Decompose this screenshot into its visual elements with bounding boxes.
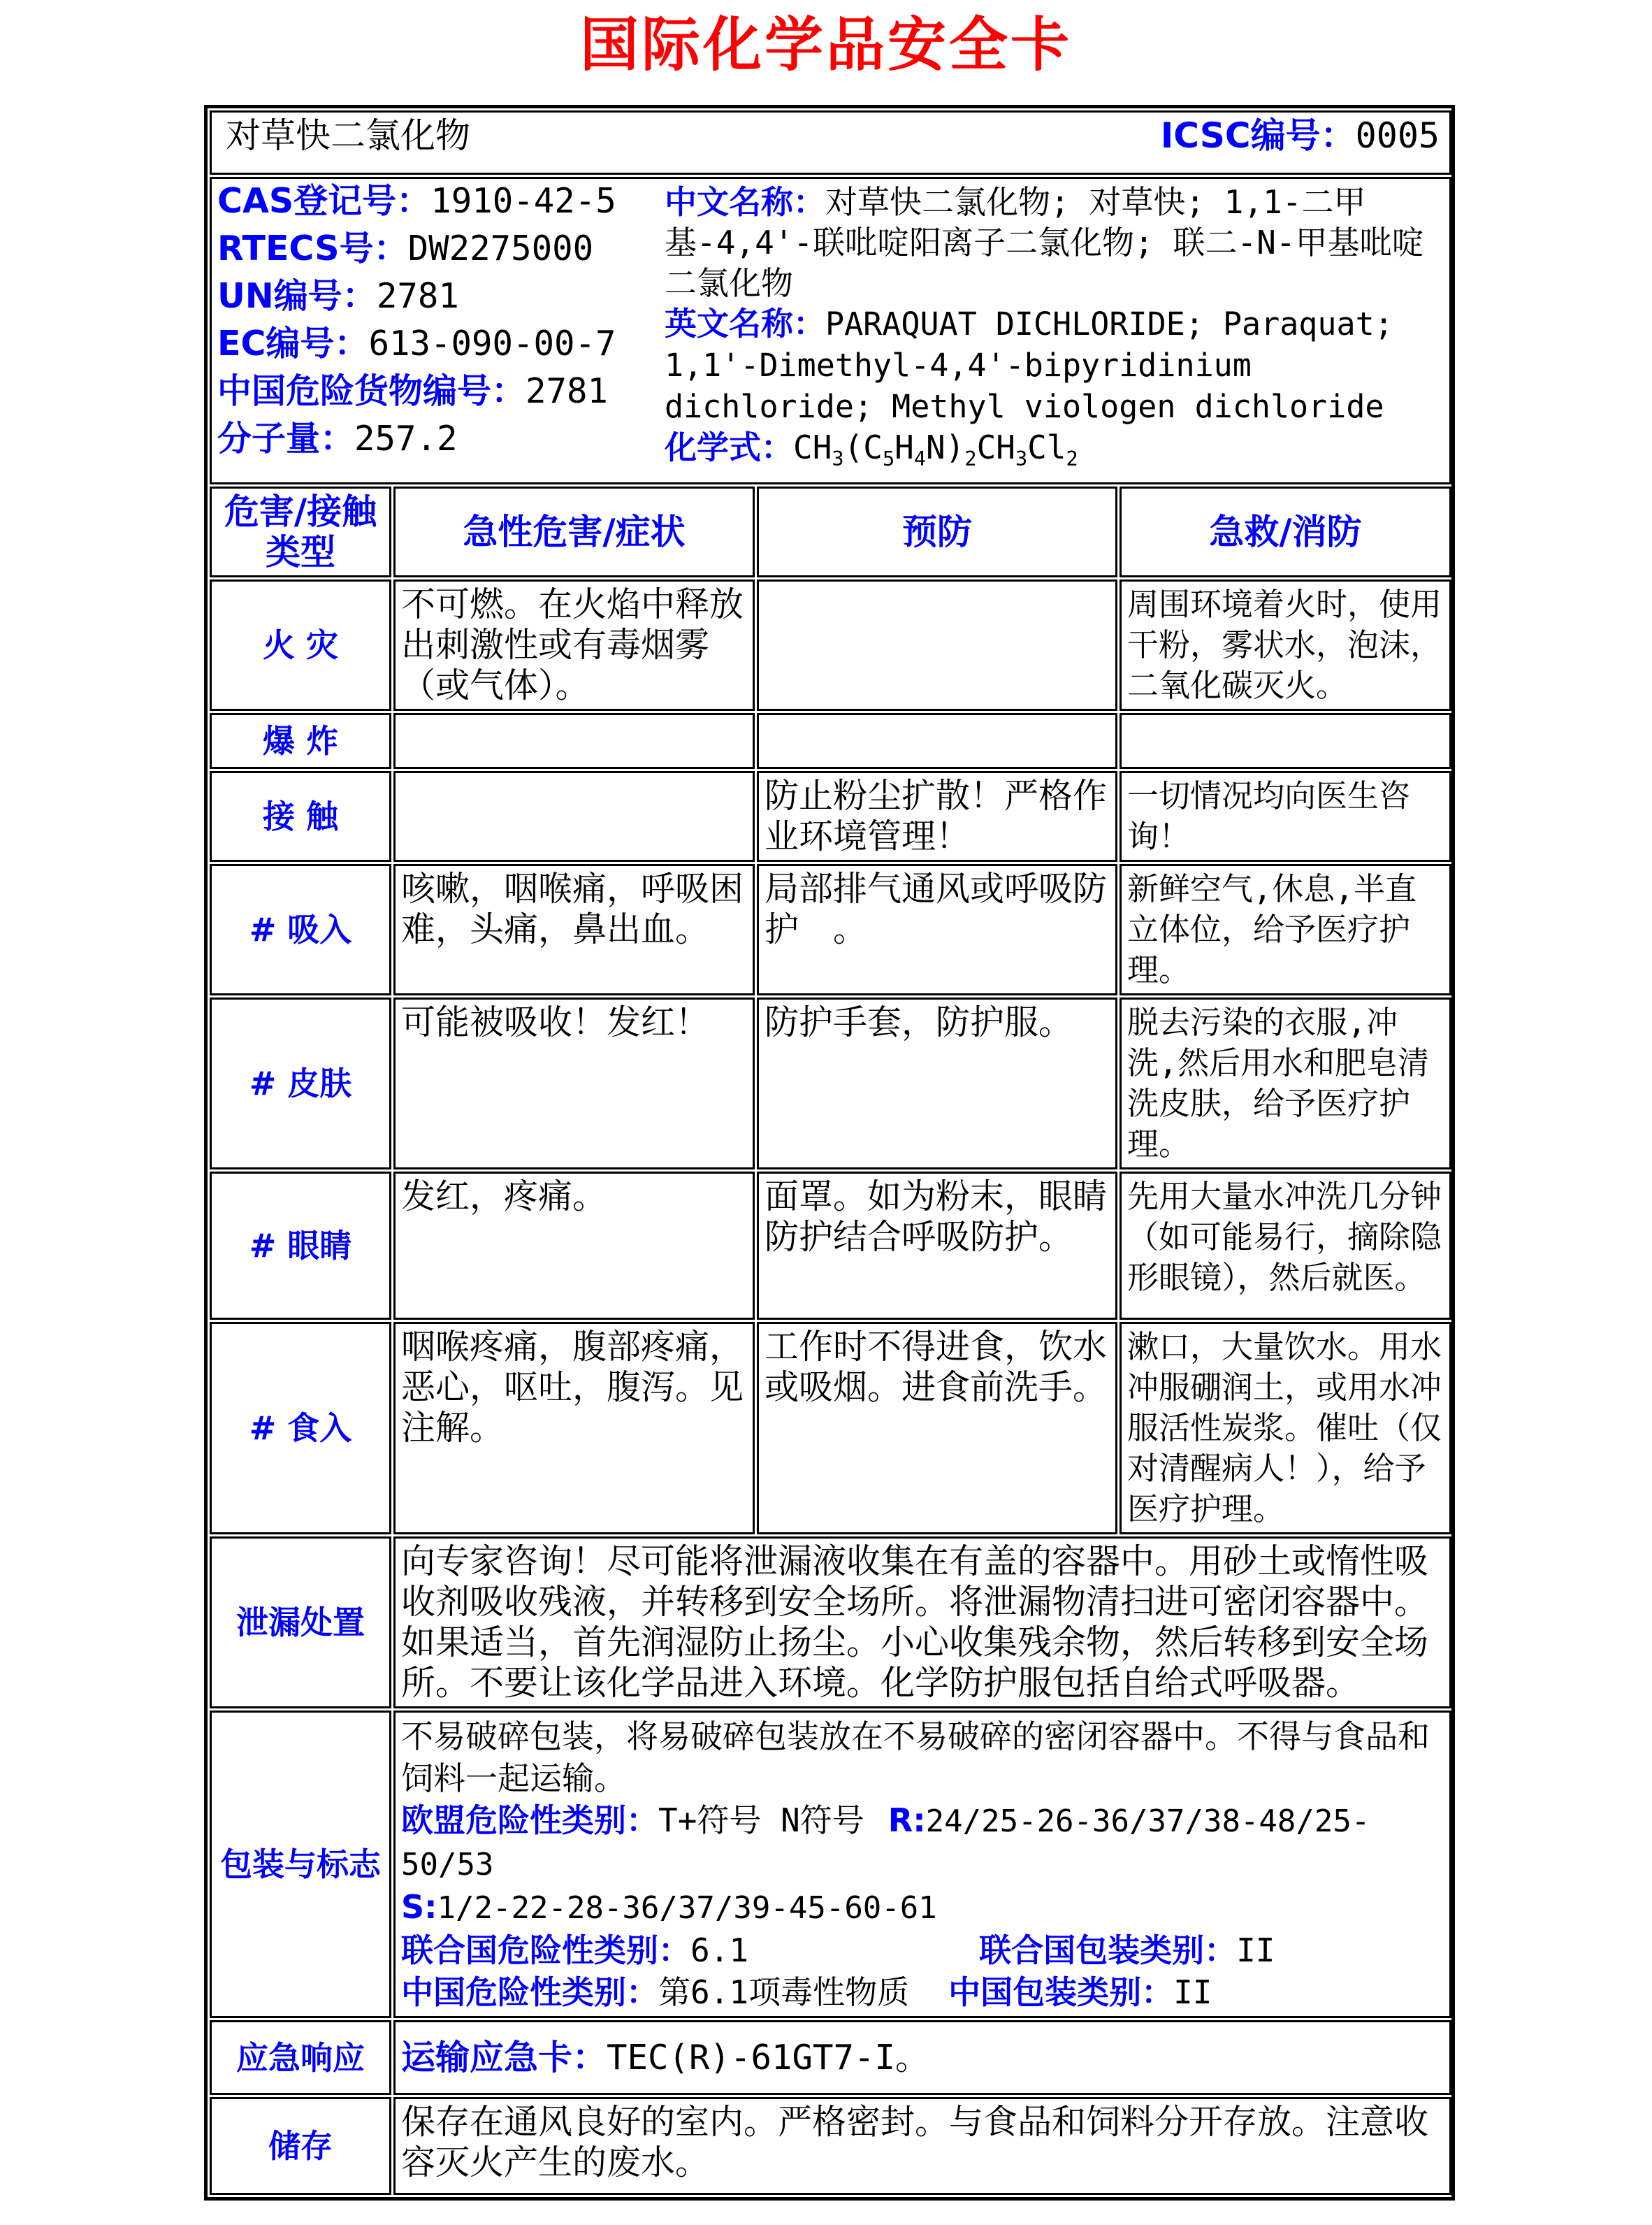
- table-row-eyes: [210, 1172, 1451, 1320]
- inhalation-prevention: 局部排气通风或呼吸防护 。: [757, 864, 1117, 995]
- icsc-card: [204, 105, 1455, 2201]
- icsc-number: [1161, 115, 1444, 156]
- eyes-symptoms: 发红，疼痛。: [393, 1172, 755, 1320]
- packaging-s-phrases: [401, 1886, 1444, 1929]
- exposure-symptoms: [393, 771, 755, 862]
- packaging-cn-class: [401, 1971, 1444, 2013]
- emergency-content: [393, 2020, 1451, 2095]
- row-label-inhalation: # 吸入: [210, 864, 391, 995]
- icsc-number-label: ICSC编号：: [1160, 115, 1356, 156]
- un-pack-value: II: [1236, 1931, 1275, 1970]
- table-row-ingestion: [210, 1322, 1451, 1534]
- explosion-symptoms: [393, 713, 755, 769]
- exposure-first-aid: 一切情况均向医生咨询！: [1120, 771, 1451, 862]
- eu-class-label: 欧盟危险性类别：: [401, 1801, 658, 1840]
- table-row-spillage: [210, 1536, 1451, 1708]
- ingestion-first-aid: 漱口，大量饮水。用水冲服硼润土，或用水冲服活性炭浆。催吐（仅对清醒病人！），给予医疗护理。: [1120, 1322, 1451, 1534]
- packaging-eu-class: [401, 1799, 1444, 1886]
- cn-pack-value: II: [1173, 1973, 1212, 2012]
- inhalation-first-aid: 新鲜空气,休息,半直立体位，给予医疗护理。: [1120, 864, 1451, 995]
- row-label-skin: # 皮肤: [210, 998, 391, 1169]
- explosion-prevention: [757, 713, 1117, 769]
- table-row-packaging: [210, 1711, 1451, 2018]
- exposure-prevention: 防止粉尘扩散！严格作业环境管理！: [757, 771, 1117, 862]
- storage-text: 保存在通风良好的室内。严格密封。与食品和饲料分开存放。注意收容灭火产生的废水。: [393, 2097, 1451, 2195]
- row-label-ingestion: # 食入: [210, 1322, 391, 1534]
- row-label-exposure: 接 触: [210, 771, 391, 862]
- header-prevention: 预防: [757, 487, 1117, 577]
- eyes-first-aid: 先用大量水冲洗几分钟（如可能易行，摘除隐形眼镜），然后就医。: [1120, 1172, 1451, 1320]
- row-label-emergency: 应急响应: [210, 2020, 391, 2095]
- eyes-prevention: 面罩。如为粉末，眼睛防护结合呼吸防护。: [757, 1172, 1117, 1320]
- substance-name: 对草快二氯化物: [226, 115, 470, 156]
- skin-prevention: 防护手套，防护服。: [757, 998, 1117, 1169]
- header-acute-hazards: 急性危害/症状: [393, 487, 755, 577]
- un-number: UN编号：2781: [217, 276, 459, 316]
- un-class-label: 联合国危险性类别：: [401, 1931, 690, 1970]
- cas-number: CAS登记号：1910-42-5: [217, 181, 616, 221]
- ingestion-prevention: 工作时不得进食，饮水或吸烟。进食前洗手。: [757, 1322, 1117, 1534]
- table-row-exposure: [210, 771, 1451, 862]
- row-label-packaging: 包装与标志: [210, 1711, 391, 2018]
- icsc-number-value: 0005: [1355, 115, 1440, 156]
- row-label-explosion: 爆 炸: [210, 713, 391, 769]
- fire-prevention: [757, 579, 1117, 711]
- table-row-skin: [210, 998, 1451, 1169]
- identification-cell: [210, 177, 1451, 484]
- cn-class-label: 中国危险性类别：: [401, 1973, 658, 2012]
- un-pack-label: 联合国包装类别：: [979, 1931, 1237, 1970]
- header-hazard-type: 危害/接触类型: [210, 487, 391, 577]
- cn-pack-label: 中国包装类别：: [948, 1973, 1174, 2012]
- row-label-fire: 火 灾: [210, 579, 391, 711]
- ec-number: EC编号：613-090-00-7: [217, 324, 616, 363]
- identification-row: [210, 177, 1451, 484]
- english-name: 英文名称：PARAQUAT DICHLORIDE; Paraquat; 1,1'-Dimethyl-4,4'-bipyridinium dichloride; Methyl viologen dichloride: [665, 305, 1393, 425]
- transport-card-label: 运输应急卡：: [401, 2037, 607, 2078]
- icsc-table: [208, 108, 1454, 2197]
- table-row-explosion: [210, 713, 1451, 769]
- chinese-name: 中文名称：对草快二氯化物; 对草快; 1,1-二甲基-4,4'-联吡啶阳离子二氯化物; 联二-N-甲基吡啶二氯化物: [665, 183, 1424, 302]
- eu-class-value: T+符号 N符号: [658, 1801, 864, 1840]
- rtecs-number: RTECS号：DW2275000: [217, 229, 594, 268]
- cn-class-value: 第6.1项毒性物质: [658, 1973, 910, 2012]
- inhalation-symptoms: 咳嗽，咽喉痛，呼吸困难，头痛，鼻出血。: [393, 864, 755, 995]
- identification-names: [665, 182, 1444, 480]
- spillage-text: 向专家咨询！尽可能将泄漏液收集在有盖的容器中。用砂土或惰性吸收剂吸收残液，并转移到安全场所。将泄漏物清扫进可密闭容器中。如果适当，首先润湿防止扬尘。小心收集残余物，然后转移到安全场所。不要让该化学品进入环境。化学防护服包括自给式呼吸器。: [393, 1536, 1451, 1708]
- ingestion-symptoms: 咽喉疼痛，腹部疼痛，恶心，呕吐，腹泻。见注解。: [393, 1322, 755, 1534]
- table-row-emergency: [210, 2020, 1451, 2095]
- packaging-content: [393, 1711, 1451, 2018]
- un-class-value: 6.1: [690, 1931, 749, 1970]
- skin-first-aid: 脱去污染的衣服,冲洗,然后用水和肥皂清洗皮肤，给予医疗护理。: [1120, 998, 1451, 1169]
- table-row-fire: [210, 579, 1451, 711]
- fire-symptoms: 不可燃。在火焰中释放出刺激性或有毒烟雾（或气体）。: [393, 579, 755, 711]
- substance-title-cell: [210, 110, 1451, 175]
- molecular-weight: 分子量：257.2: [217, 419, 458, 459]
- packaging-intro: 不易破碎包装，将易破碎包装放在不易破碎的密闭容器中。不得与食品和饲料一起运输。: [401, 1718, 1430, 1798]
- row-label-storage: 储存: [210, 2097, 391, 2195]
- identification-numbers: [217, 182, 665, 480]
- packaging-un-class: [401, 1929, 1444, 1971]
- table-row-inhalation: [210, 864, 1451, 995]
- page-title: 国际化学品安全卡: [579, 10, 1072, 79]
- china-dangerous-goods-number: 中国危险货物编号：2781: [217, 371, 609, 411]
- row-label-eyes: # 眼睛: [210, 1172, 391, 1320]
- chemical-formula: 化学式：$CH_3(C_5H_4N)_2CH_3Cl_2$: [665, 429, 1078, 471]
- table-row-storage: [210, 2097, 1451, 2195]
- r-phrases-value: 24/25-26-36/37/38-48/25-50/53: [401, 1803, 1370, 1883]
- row-label-spillage: 泄漏处置: [210, 1536, 391, 1708]
- r-phrases-label: R:: [887, 1801, 926, 1840]
- substance-title-row: [210, 110, 1451, 175]
- header-first-aid: 急救/消防: [1120, 487, 1451, 577]
- s-phrases-value: 1/2-22-28-36/37/39-45-60-61: [437, 1890, 937, 1927]
- hazard-header-row: [210, 487, 1451, 577]
- fire-first-aid: 周围环境着火时，使用干粉，雾状水，泡沫，二氧化碳灭火。: [1120, 579, 1451, 711]
- transport-card-value: TEC(R)-61GT7-I。: [607, 2037, 930, 2078]
- explosion-first-aid: [1120, 713, 1451, 769]
- s-phrases-label: S:: [401, 1888, 437, 1927]
- skin-symptoms: 可能被吸收！发红！: [393, 998, 755, 1169]
